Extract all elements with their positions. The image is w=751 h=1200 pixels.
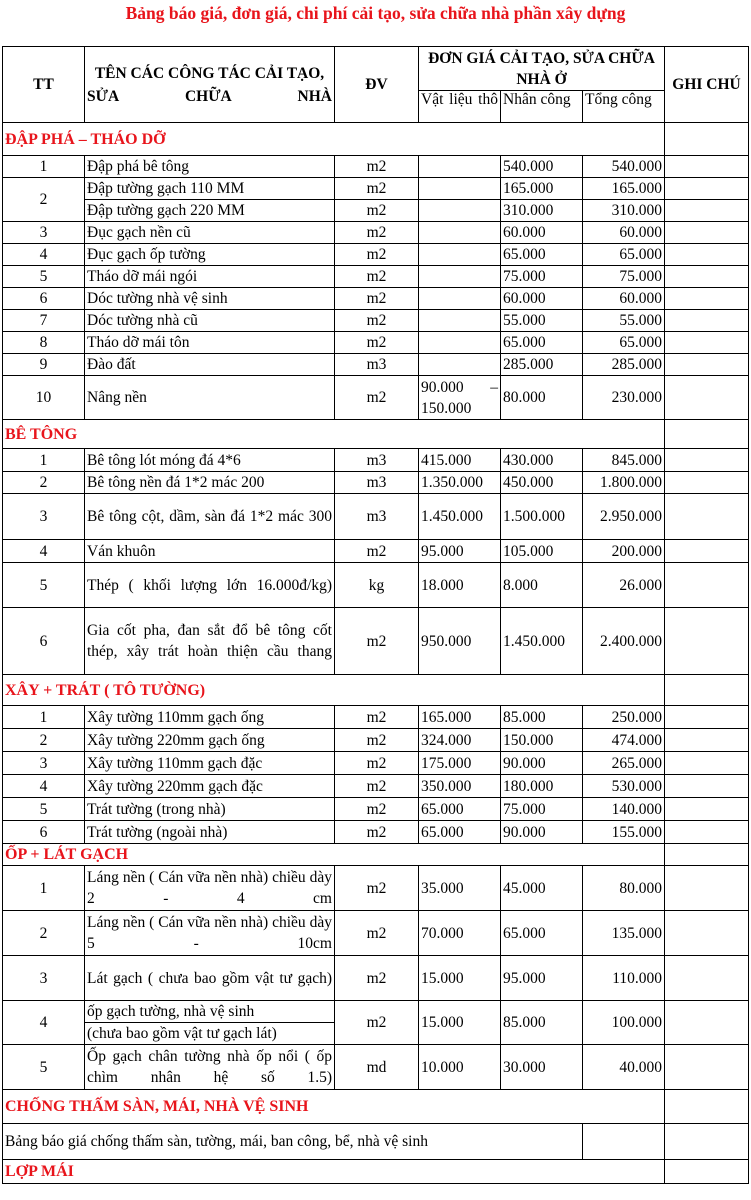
note-cell [665, 1090, 749, 1124]
header-tt: TT [3, 47, 85, 123]
cell-labor: 75.000 [501, 798, 583, 821]
cell-labor: 150.000 [501, 729, 583, 752]
cell-tt: 4 [3, 775, 85, 798]
page-title: Bảng báo giá, đơn giá, chi phí cải tạo, sửa chữa nhà phần xây dựng [125, 3, 626, 23]
section-row [3, 420, 749, 449]
cell-total: 75.000 [583, 266, 665, 288]
section-title-masonry: XÂY + TRÁT ( TÔ TƯỜNG) [3, 675, 665, 706]
cell-unit: kg [335, 563, 419, 608]
cell-total: 60.000 [583, 222, 665, 244]
section-title-tiling: ỐP + LÁT GẠCH [3, 844, 665, 866]
table-row [3, 563, 749, 608]
cell-labor: 285.000 [501, 354, 583, 376]
cell-labor: 45.000 [501, 866, 583, 911]
table-row [3, 706, 749, 729]
section-row [3, 675, 749, 706]
cell-unit: m2 [335, 332, 419, 354]
cell-unit: m2 [335, 956, 419, 1001]
cell-tt: 3 [3, 752, 85, 775]
cell-unit: m2 [335, 200, 419, 222]
cell-unit: m2 [335, 288, 419, 310]
header-unit: ĐV [335, 47, 419, 123]
cell-labor: 180.000 [501, 775, 583, 798]
cell-material [419, 244, 501, 266]
cell-material: 950.000 [419, 608, 501, 675]
cell-total: 80.000 [583, 866, 665, 911]
cell-labor: 90.000 [501, 752, 583, 775]
cell-total: 250.000 [583, 706, 665, 729]
section-row [3, 1160, 749, 1184]
table-row [3, 752, 749, 775]
table-row [3, 1001, 749, 1023]
cell-name: Trát tường (trong nhà) [85, 798, 335, 821]
header-row [3, 47, 749, 91]
header-note: GHI CHÚ [665, 47, 749, 123]
cell-labor: 65.000 [501, 332, 583, 354]
cell-total: 40.000 [583, 1045, 665, 1090]
note-cell [665, 376, 749, 420]
cell-unit: m2 [335, 266, 419, 288]
cell-name: Dóc tường nhà cũ [85, 310, 335, 332]
section-title-roofing: LỢP MÁI [3, 1160, 665, 1184]
section-title-waterproofing: CHỐNG THẤM SÀN, MÁI, NHÀ VỆ SINH [3, 1090, 665, 1124]
note-cell [665, 540, 749, 563]
cell-name: Ván khuôn [85, 540, 335, 563]
table-row [3, 1124, 749, 1160]
cell-tt: 4 [3, 244, 85, 266]
cell-labor: 75.000 [501, 266, 583, 288]
note-cell [665, 821, 749, 844]
note-cell [665, 354, 749, 376]
cell-name: Tháo dỡ mái ngói [85, 266, 335, 288]
note-cell [665, 608, 749, 675]
table-row [3, 540, 749, 563]
cell-labor: 540.000 [501, 156, 583, 178]
cell-total: 530.000 [583, 775, 665, 798]
cell-total: 310.000 [583, 200, 665, 222]
note-cell [665, 449, 749, 472]
note-cell [665, 675, 749, 706]
note-cell [665, 244, 749, 266]
table-row [3, 608, 749, 675]
cell-material: 70.000 [419, 911, 501, 956]
header-name: TÊN CÁC CÔNG TÁC CẢI TẠO, SỬA CHỮA NHÀ [85, 47, 335, 123]
cell-material: 1.350.000 [419, 472, 501, 494]
cell-tt: 1 [3, 706, 85, 729]
table-row [3, 821, 749, 844]
table-row [3, 288, 749, 310]
cell-name: Đục gạch ốp tường [85, 244, 335, 266]
cell-name: Xây tường 110mm gạch đặc [85, 752, 335, 775]
cell-unit: m3 [335, 472, 419, 494]
table-row [3, 266, 749, 288]
cell-name: Đào đất [85, 354, 335, 376]
cell-material [419, 332, 501, 354]
table-row [3, 332, 749, 354]
waterproofing-note: Bảng báo giá chống thấm sàn, tường, mái, ban công, bể, nhà vệ sinh [3, 1124, 583, 1160]
cell-labor: 450.000 [501, 472, 583, 494]
cell-material [419, 310, 501, 332]
cell-total: 285.000 [583, 354, 665, 376]
cell-material [419, 178, 501, 200]
cell-unit: m2 [335, 798, 419, 821]
cell-material: 90.000 – 150.000 [419, 376, 501, 420]
cell-name: Tháo dỡ mái tôn [85, 332, 335, 354]
table-row [3, 244, 749, 266]
cell-labor: 65.000 [501, 244, 583, 266]
cell-total: 2.400.000 [583, 608, 665, 675]
note-cell [665, 706, 749, 729]
cell-material: 95.000 [419, 540, 501, 563]
cell-name: Đập tường gạch 110 MM [85, 178, 335, 200]
table-row [3, 200, 749, 222]
table-row [3, 494, 749, 540]
cell-unit: m2 [335, 156, 419, 178]
cell-name: (chưa bao gồm vật tư gạch lát) [85, 1023, 335, 1045]
cell-tt: 2 [3, 911, 85, 956]
cell-tt: 5 [3, 266, 85, 288]
cell-tt: 7 [3, 310, 85, 332]
cell-material: 10.000 [419, 1045, 501, 1090]
note-cell [665, 775, 749, 798]
cell-tt: 5 [3, 563, 85, 608]
note-cell [665, 1160, 749, 1184]
cell-material: 15.000 [419, 1001, 501, 1045]
cell-tt: 6 [3, 608, 85, 675]
cell-name: Trát tường (ngoài nhà) [85, 821, 335, 844]
cell-labor: 430.000 [501, 449, 583, 472]
table-row [3, 1045, 749, 1090]
cell-unit: m2 [335, 729, 419, 752]
note-cell [665, 844, 749, 866]
table-row [3, 354, 749, 376]
cell-material: 415.000 [419, 449, 501, 472]
cell-tt: 6 [3, 821, 85, 844]
cell-tt: 3 [3, 956, 85, 1001]
cell-total: 110.000 [583, 956, 665, 1001]
cell-tt: 3 [3, 494, 85, 540]
cell-tt: 2 [3, 178, 85, 222]
note-cell [665, 866, 749, 911]
cell-material [419, 288, 501, 310]
section-title-demolition: ĐẬP PHÁ – THÁO DỠ [3, 123, 665, 156]
cell-labor: 1.450.000 [501, 608, 583, 675]
table-row [3, 729, 749, 752]
cell-total: 26.000 [583, 563, 665, 608]
cell-unit: m2 [335, 222, 419, 244]
cell-total: 2.950.000 [583, 494, 665, 540]
cell-unit: m2 [335, 376, 419, 420]
cell-labor: 8.000 [501, 563, 583, 608]
table-row [3, 376, 749, 420]
cell-unit: m2 [335, 775, 419, 798]
note-cell [665, 798, 749, 821]
cell-name: Láng nền ( Cán vữa nền nhà) chiều dày 5 - 10cm [85, 911, 335, 956]
table-row [3, 798, 749, 821]
header-total: Tổng công [583, 91, 665, 123]
header-price-group: ĐƠN GIÁ CẢI TẠO, SỬA CHỮA NHÀ Ở [419, 47, 665, 91]
cell-material: 324.000 [419, 729, 501, 752]
cell-total: 60.000 [583, 288, 665, 310]
cell-total: 65.000 [583, 244, 665, 266]
cell-name: Dóc tường nhà vệ sinh [85, 288, 335, 310]
cell-total: 845.000 [583, 449, 665, 472]
note-cell [665, 1124, 749, 1160]
cell-total: 155.000 [583, 821, 665, 844]
cell-material [419, 156, 501, 178]
cell-material [419, 200, 501, 222]
cell-labor: 55.000 [501, 310, 583, 332]
cell-tt: 6 [3, 288, 85, 310]
cell-name: Đục gạch nền cũ [85, 222, 335, 244]
cell-total: 230.000 [583, 376, 665, 420]
header-material: Vật liệu thô [419, 91, 501, 123]
cell-name: Bê tông nền đá 1*2 mác 200 [85, 472, 335, 494]
note-cell [665, 123, 749, 156]
cell-name: Gia cốt pha, đan sắt đổ bê tông cốt thép, xây trát hoàn thiện cầu thang [85, 608, 335, 675]
header-labor: Nhân công [501, 91, 583, 123]
cell-labor: 310.000 [501, 200, 583, 222]
cell-unit: m2 [335, 821, 419, 844]
table-row [3, 911, 749, 956]
cell-tt: 10 [3, 376, 85, 420]
cell-total: 135.000 [583, 911, 665, 956]
cell-labor: 60.000 [501, 222, 583, 244]
cell-material: 1.450.000 [419, 494, 501, 540]
note-cell [665, 310, 749, 332]
cell-labor: 60.000 [501, 288, 583, 310]
cell-labor: 85.000 [501, 706, 583, 729]
cell-name: Nâng nền [85, 376, 335, 420]
cell-total: 1.800.000 [583, 472, 665, 494]
table-row [3, 866, 749, 911]
cell-total: 65.000 [583, 332, 665, 354]
note-cell [665, 563, 749, 608]
cell-material: 15.000 [419, 956, 501, 1001]
cell-unit: m2 [335, 244, 419, 266]
cell-unit: m2 [335, 911, 419, 956]
cell-tt: 2 [3, 472, 85, 494]
cell-material: 65.000 [419, 821, 501, 844]
note-cell [665, 911, 749, 956]
cell-total: 55.000 [583, 310, 665, 332]
note-cell [665, 752, 749, 775]
section-row [3, 1090, 749, 1124]
cell-tt: 1 [3, 156, 85, 178]
cell-total: 165.000 [583, 178, 665, 200]
note-cell [665, 420, 749, 449]
cell-total: 200.000 [583, 540, 665, 563]
cell-unit: m3 [335, 494, 419, 540]
cell-unit: m2 [335, 310, 419, 332]
cell-name: Láng nền ( Cán vữa nền nhà) chiều dày 2 - 4 cm [85, 866, 335, 911]
table-row [3, 222, 749, 244]
cell-material [419, 354, 501, 376]
note-cell [665, 1001, 749, 1045]
cell-unit: m3 [335, 354, 419, 376]
cell-unit: m3 [335, 449, 419, 472]
cell-total: 100.000 [583, 1001, 665, 1045]
cell-unit: m2 [335, 608, 419, 675]
table-row [3, 956, 749, 1001]
cell-labor: 1.500.000 [501, 494, 583, 540]
cell-name: ốp gạch tường, nhà vệ sinh [85, 1001, 335, 1023]
cell-tt: 4 [3, 540, 85, 563]
note-cell [665, 200, 749, 222]
section-row [3, 123, 749, 156]
cell-total: 140.000 [583, 798, 665, 821]
cell-labor: 85.000 [501, 1001, 583, 1045]
cell-total: 540.000 [583, 156, 665, 178]
cell-unit: m2 [335, 1001, 419, 1045]
cell-name: Xây tường 220mm gạch ống [85, 729, 335, 752]
note-cell [665, 156, 749, 178]
cell-name: Đập phá bê tông [85, 156, 335, 178]
cell-name: Đập tường gạch 220 MM [85, 200, 335, 222]
table-row [3, 472, 749, 494]
note-cell [665, 494, 749, 540]
cell-tt: 3 [3, 222, 85, 244]
cell-labor: 105.000 [501, 540, 583, 563]
cell-tt: 2 [3, 729, 85, 752]
note-cell [665, 178, 749, 200]
cell-unit: m2 [335, 540, 419, 563]
cell-material [419, 266, 501, 288]
cell-unit: m2 [335, 178, 419, 200]
cell-unit: m2 [335, 752, 419, 775]
cell-name: Lát gạch ( chưa bao gồm vật tư gạch) [85, 956, 335, 1001]
table-row [3, 310, 749, 332]
cell-labor: 65.000 [501, 911, 583, 956]
cell-tt: 8 [3, 332, 85, 354]
cell-name: Xây tường 220mm gạch đặc [85, 775, 335, 798]
note-cell [665, 1045, 749, 1090]
note-cell [665, 266, 749, 288]
cell-name: Thép ( khối lượng lớn 16.000đ/kg) [85, 563, 335, 608]
cell-tt: 1 [3, 866, 85, 911]
cell-name: Xây tường 110mm gạch ống [85, 706, 335, 729]
table-row [3, 449, 749, 472]
cell-labor: 165.000 [501, 178, 583, 200]
cell-name: Ốp gạch chân tường nhà ốp nổi ( ốp chìm nhân hệ số 1.5) [85, 1045, 335, 1090]
cell-total: 265.000 [583, 752, 665, 775]
table-row [3, 775, 749, 798]
cell-tt: 5 [3, 798, 85, 821]
cell-name: Bê tông cột, dầm, sàn đá 1*2 mác 300 [85, 494, 335, 540]
cell-tt: 4 [3, 1001, 85, 1045]
cell-name: Bê tông lót móng đá 4*6 [85, 449, 335, 472]
cell-material: 35.000 [419, 866, 501, 911]
section-row [3, 844, 749, 866]
empty-cell [583, 1124, 665, 1160]
cell-labor: 80.000 [501, 376, 583, 420]
table-row [3, 178, 749, 200]
cell-unit: m2 [335, 706, 419, 729]
cell-tt: 9 [3, 354, 85, 376]
note-cell [665, 472, 749, 494]
cell-unit: md [335, 1045, 419, 1090]
note-cell [665, 288, 749, 310]
cell-labor: 30.000 [501, 1045, 583, 1090]
cell-total: 474.000 [583, 729, 665, 752]
cell-tt: 5 [3, 1045, 85, 1090]
cell-material: 18.000 [419, 563, 501, 608]
cell-material: 175.000 [419, 752, 501, 775]
table-row [3, 156, 749, 178]
cell-material: 165.000 [419, 706, 501, 729]
price-table [2, 46, 749, 1184]
note-cell [665, 222, 749, 244]
cell-tt: 1 [3, 449, 85, 472]
cell-labor: 90.000 [501, 821, 583, 844]
section-title-concrete: BÊ TÔNG [3, 420, 665, 449]
note-cell [665, 729, 749, 752]
note-cell [665, 956, 749, 1001]
cell-material: 350.000 [419, 775, 501, 798]
cell-material [419, 222, 501, 244]
cell-unit: m2 [335, 866, 419, 911]
note-cell [665, 332, 749, 354]
cell-material: 65.000 [419, 798, 501, 821]
cell-labor: 95.000 [501, 956, 583, 1001]
